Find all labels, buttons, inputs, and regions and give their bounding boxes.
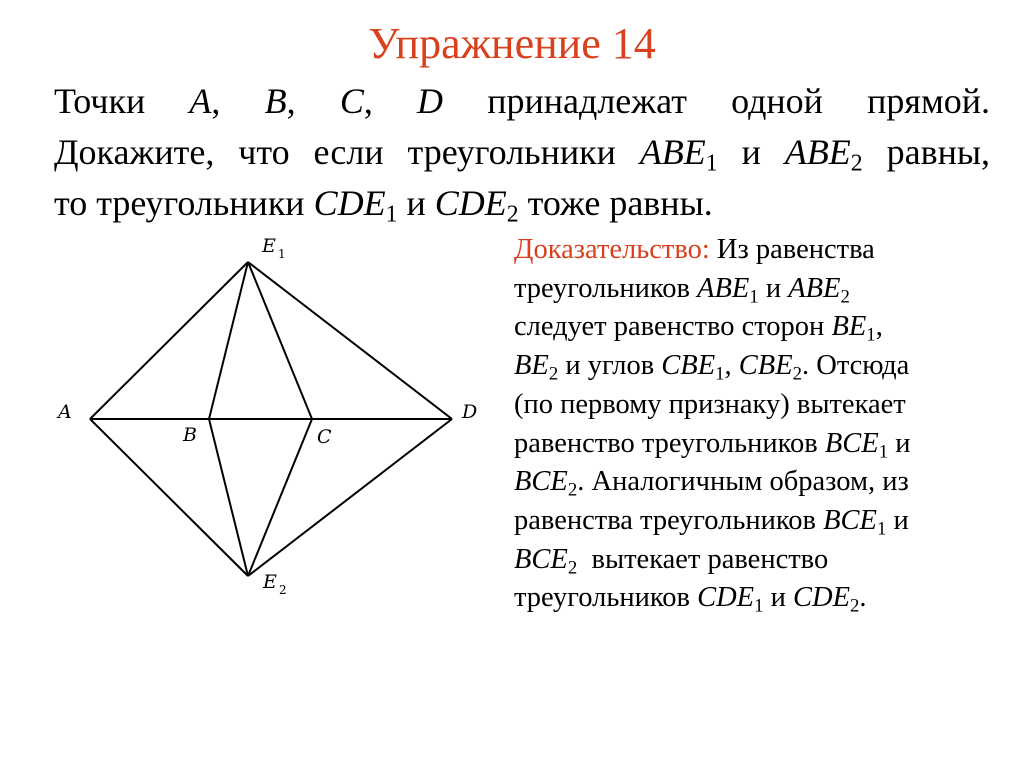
word-also-equal: тоже равны.	[527, 183, 713, 223]
problem-line-1	[54, 76, 990, 127]
subscript: 1	[749, 285, 759, 307]
angle-cbe: CBE	[738, 350, 793, 382]
problem-statement	[54, 76, 990, 229]
word-points: Точки	[54, 81, 146, 121]
point-d: D	[417, 81, 444, 121]
triangle-bce: BCE	[823, 504, 877, 536]
label-b: B	[183, 424, 197, 446]
segment-e2-d	[248, 419, 452, 576]
side-be: BE	[831, 311, 867, 343]
subscript: 2	[548, 363, 559, 385]
triangle-cde: CDE	[313, 183, 386, 223]
triangle-cde: CDE	[697, 582, 755, 614]
segment-b-e2	[209, 419, 248, 576]
segment-a-e1	[90, 262, 248, 419]
proof-text: равенства треугольников	[514, 504, 816, 536]
label-c: C	[317, 426, 332, 448]
word-collinear: принадлежат одной прямой.	[487, 81, 991, 121]
page-title	[0, 18, 1024, 70]
proof-text: треугольников	[514, 272, 690, 304]
triangle-abe: ABE	[697, 272, 750, 304]
proof-text: следует равенство сторон	[514, 311, 825, 343]
proof-text: . Аналогичным образом, из	[577, 466, 909, 498]
segment-e1-d	[248, 262, 452, 419]
proof-text: треугольников	[514, 582, 690, 614]
subscript: 1	[866, 324, 876, 346]
proof-line-2	[514, 270, 994, 309]
proof-label: Доказательство:	[514, 234, 710, 265]
problem-line-2	[54, 127, 990, 178]
angle-cbe: CBE	[661, 350, 716, 382]
subscript: 2	[840, 285, 850, 307]
comma: ,	[286, 81, 296, 121]
triangle-bce: BCE	[824, 427, 879, 459]
proof-text-1: Из равенства	[716, 234, 875, 265]
geometry-diagram	[50, 230, 490, 605]
proof-line-8	[514, 502, 994, 541]
comma: ,	[724, 350, 732, 382]
comma: ,	[211, 81, 221, 121]
proof-text: (по первому признаку) вытекает	[514, 388, 906, 420]
proof-line-4	[514, 347, 994, 386]
subscript: 1	[876, 518, 887, 540]
subscript: 1	[754, 595, 764, 617]
proof-text: равенство треугольников	[514, 427, 818, 459]
proof-line-5	[514, 386, 994, 425]
point-b: B	[264, 81, 287, 121]
point-c: C	[339, 81, 364, 121]
proof-line-6	[514, 425, 994, 464]
problem-line-3	[54, 178, 990, 229]
proof-text: вытекает равенство	[591, 543, 829, 575]
triangle-cde: CDE	[792, 582, 850, 614]
subscript: 2	[850, 150, 863, 177]
proof-text: . Отсюда	[802, 350, 910, 382]
label-a: A	[58, 401, 72, 423]
subscript: 2	[567, 556, 578, 578]
triangle-abe: ABE	[788, 272, 841, 304]
word-and: и	[765, 272, 782, 304]
triangle-abe: ABE	[784, 132, 851, 172]
word-and: и	[770, 582, 786, 614]
word-and: и	[741, 132, 761, 172]
word-and: и	[406, 183, 426, 223]
word-then: то треугольники	[54, 183, 305, 223]
proof-line-10	[514, 579, 994, 618]
subscript: 2	[792, 363, 803, 385]
label-e2-subscript: 2	[279, 583, 287, 597]
subscript: 1	[705, 150, 718, 177]
subscript: 1	[715, 363, 725, 385]
proof-text: и углов	[565, 350, 655, 382]
subscript: 2	[567, 479, 578, 501]
subscript: 1	[385, 201, 398, 228]
triangle-abe: ABE	[639, 132, 706, 172]
subscript: 1	[878, 440, 889, 462]
proof-line-9	[514, 541, 994, 580]
subscript: 2	[506, 201, 519, 228]
triangle-bce: BCE	[514, 543, 568, 575]
segment-a-e2	[90, 419, 248, 576]
proof-line-7	[514, 463, 994, 502]
proof-line-3	[514, 308, 994, 347]
comma: ,	[363, 81, 373, 121]
comma: ,	[875, 311, 883, 343]
label-d: D	[462, 401, 478, 423]
label-e2: E	[263, 571, 277, 593]
point-a: A	[189, 81, 212, 121]
proof-line-1	[514, 231, 994, 270]
word-and: и	[893, 504, 909, 536]
word-prove: Докажите, что если треугольники	[54, 132, 616, 172]
proof-text	[514, 231, 994, 618]
word-equal: равны,	[886, 132, 991, 172]
triangle-bce: BCE	[514, 466, 568, 498]
triangle-cde: CDE	[434, 183, 507, 223]
side-be: BE	[514, 350, 549, 382]
label-e1: E	[262, 235, 276, 257]
word-and: и	[895, 427, 911, 459]
subscript: 2	[849, 595, 860, 617]
period: .	[859, 582, 867, 614]
segment-b-e1	[209, 262, 248, 419]
title-text: Упражнение 14	[368, 19, 656, 68]
label-e1-subscript: 1	[278, 247, 286, 261]
